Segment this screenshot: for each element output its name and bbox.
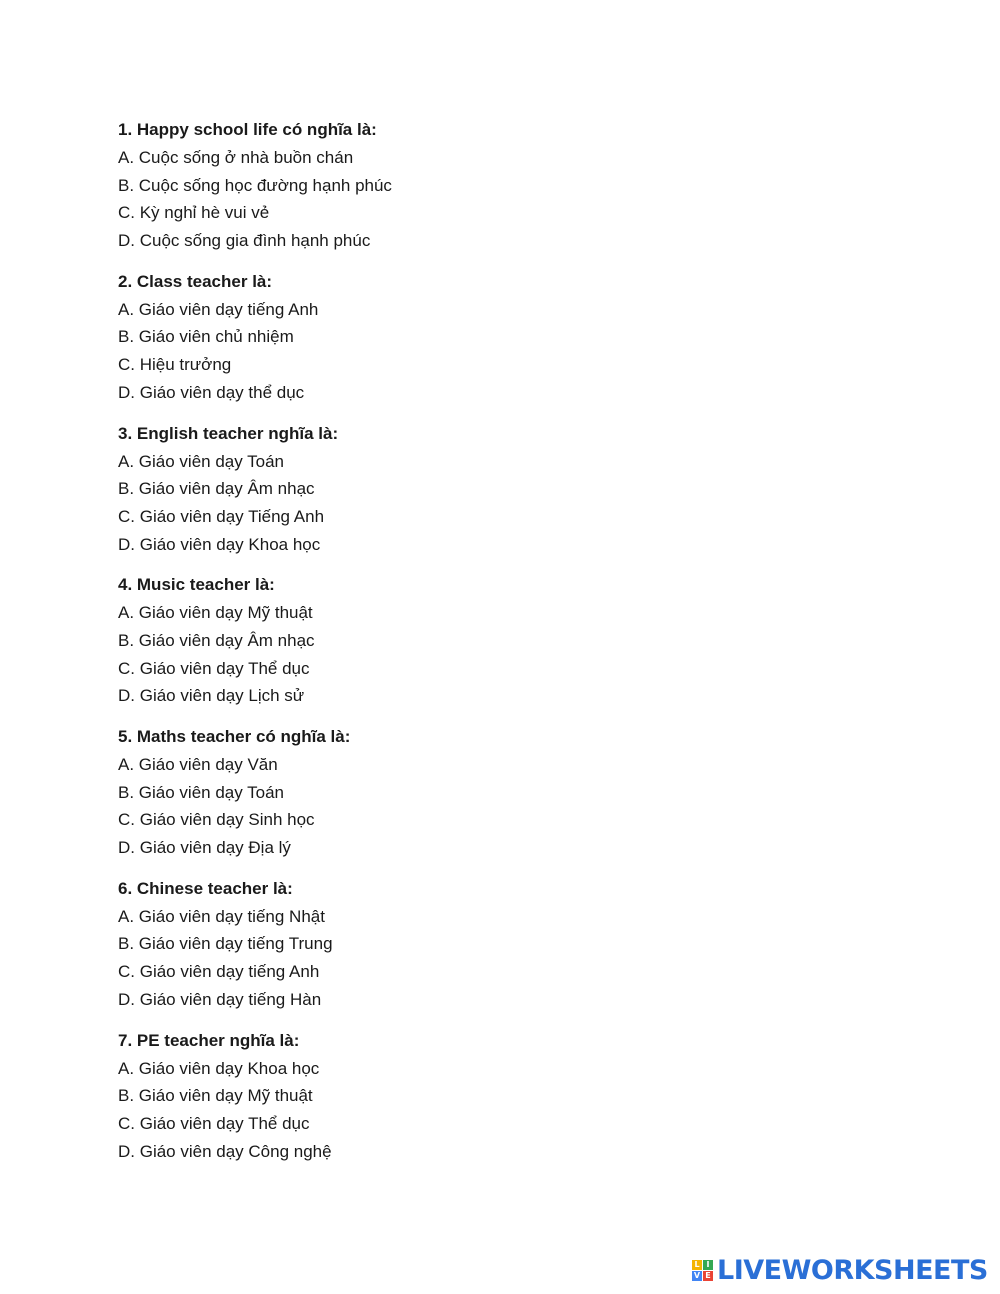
logo-tile: V <box>693 1270 701 1280</box>
question-title: 1. Happy school life có nghĩa là: <box>118 120 377 139</box>
logo-tile: E <box>703 1271 713 1281</box>
question-4 <box>118 571 718 710</box>
option-c: C. Giáo viên dạy Tiếng Anh <box>118 506 325 526</box>
liveworksheets-brand <box>692 1254 988 1286</box>
question-7 <box>118 1027 718 1166</box>
quiz-list <box>118 116 718 1178</box>
question-title: 6. Chinese teacher là: <box>118 878 293 898</box>
option-a: A. Cuộc sống ở nhà buồn chán <box>118 148 354 167</box>
option-a: A. Giáo viên dạy tiếng Anh <box>118 299 319 319</box>
liveworksheets-logo-icon <box>692 1260 713 1281</box>
option-d: D. Giáo viên dạy thể dục <box>118 382 305 402</box>
option-b: B. Giáo viên dạy Toán <box>118 782 285 802</box>
option-b: B. Giáo viên dạy Âm nhạc <box>118 479 315 499</box>
option-b: B. Giáo viên dạy tiếng Trung <box>118 934 333 954</box>
option-d: D. Giáo viên dạy Công nghệ <box>118 1141 332 1161</box>
question-6 <box>118 875 718 1014</box>
option-d: D. Giáo viên dạy Địa lý <box>118 838 291 858</box>
option-a: A. Giáo viên dạy Khoa học <box>118 1058 320 1078</box>
option-c: C. Hiệu trưởng <box>118 355 232 375</box>
option-a: A. Giáo viên dạy Văn <box>118 755 278 774</box>
option-b: B. Giáo viên dạy Âm nhạc <box>118 630 315 650</box>
option-a: A. Giáo viên dạy Mỹ thuật <box>118 603 313 623</box>
option-d: D. Giáo viên dạy tiếng Hàn <box>118 989 322 1009</box>
option-c: C. Giáo viên dạy Sinh học <box>118 810 315 830</box>
option-a: A. Giáo viên dạy tiếng Nhật <box>118 906 325 926</box>
question-title: 2. Class teacher là: <box>118 271 273 291</box>
option-b: B. Giáo viên chủ nhiệm <box>118 327 294 347</box>
option-d: D. Giáo viên dạy Khoa học <box>118 534 321 554</box>
question-3 <box>118 420 718 559</box>
question-title: 3. English teacher nghĩa là: <box>118 423 339 443</box>
option-c: C. Giáo viên dạy Thể dục <box>118 1113 310 1133</box>
question-1 <box>118 116 718 255</box>
question-2 <box>118 268 718 407</box>
option-c: C. Kỳ nghỉ hè vui vẻ <box>118 203 270 223</box>
brand-name: LIVEWORKSHEETS <box>717 1254 988 1286</box>
question-title: 5. Maths teacher có nghĩa là: <box>118 727 351 746</box>
option-b: B. Giáo viên dạy Mỹ thuật <box>118 1086 313 1106</box>
question-title: 4. Music teacher là: <box>118 575 275 595</box>
question-5 <box>118 723 718 862</box>
option-b: B. Cuộc sống học đường hạnh phúc <box>118 175 392 195</box>
option-d: D. Cuộc sống gia đình hạnh phúc <box>118 231 371 251</box>
option-c: C. Giáo viên dạy tiếng Anh <box>118 962 320 982</box>
option-c: C. Giáo viên dạy Thể dục <box>118 658 310 678</box>
question-title: 7. PE teacher nghĩa là: <box>118 1030 300 1050</box>
logo-tile: L <box>692 1260 702 1270</box>
option-a: A. Giáo viên dạy Toán <box>118 451 285 471</box>
logo-tile: I <box>703 1260 713 1270</box>
option-d: D. Giáo viên dạy Lịch sử <box>118 686 305 706</box>
